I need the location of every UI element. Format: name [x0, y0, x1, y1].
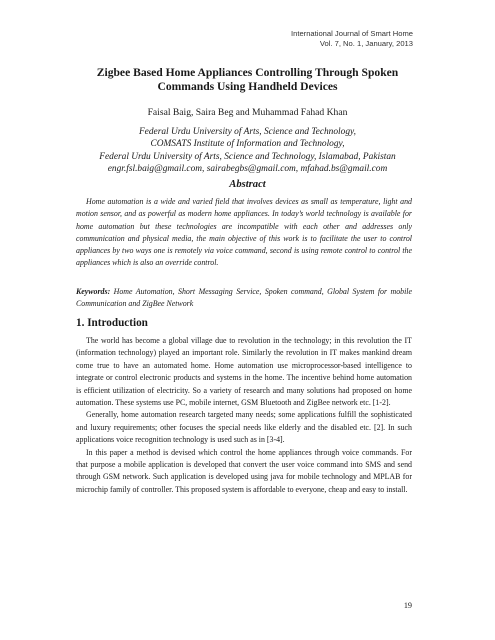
- affiliation-line-2: COMSATS Institute of Information and Technology,: [150, 139, 345, 150]
- page-number: 19: [403, 601, 412, 610]
- journal-header: [291, 29, 413, 49]
- affiliation-block: [40, 126, 455, 175]
- introduction-body: [76, 335, 412, 496]
- keywords-text: Home Automation, Short Messaging Service, Spoken command, Global System for mobile Communication and ZigBee Network: [76, 287, 412, 309]
- section-heading-introduction: 1. Introduction: [76, 317, 148, 329]
- journal-volume: Vol. 7, No. 1, January, 2013: [319, 39, 413, 48]
- author-emails: engr.fsl.baig@gmail.com, sairabegbs@gmail.com, mfahad.bs@gmail.com: [107, 163, 388, 174]
- abstract-text: Home automation is a wide and varied field that involves devices as small as temperature, light and motion sensor, and as powerful as modern home appliances. In today’s world technology is available for home automation but these technologies are incompatible with each other and addresses only communication and physical media, the main objective of this work is to facilitate the user to control appliances by two ways one is remotely via voice command, second is using remote control to control the appliances which is also an override control.: [76, 197, 412, 268]
- intro-paragraph-1: The world has become a global village due to revolution in the technology; in this revolution the IT (information technology) played an important role. Similarly the revolution in IT makes mankind dream come true to have an automated home. Home automation use microprocessor-based intelligence to integrate or control electronic products and systems in the home. The incentive behind home automation is efficient utilization of electricity. So a variety of research and many solutions had proposed on home automation. These systems use PC, mobile internet, GSM Bluetooth and ZigBee network etc. [1-2].: [76, 336, 412, 408]
- keywords-block: [76, 286, 412, 311]
- author-list: Faisal Baig, Saira Beg and Muhammad Fahad Khan: [147, 107, 348, 118]
- intro-paragraph-3: In this paper a method is devised which control the home appliances through voice commands. For that purpose a mobile application is developed that convert the user voice command into SMS and send through GSM network. Such application is developed using java for mobile technology and MPLAB for microchip family of controller. This proposed system is affordable to everyone, cheap and easy to install.: [76, 447, 412, 494]
- affiliation-line-1: Federal Urdu University of Arts, Science and Technology,: [138, 127, 357, 137]
- journal-name: International Journal of Smart Home: [291, 29, 413, 38]
- affiliation-line-3: Federal Urdu University of Arts, Science and Technology, Islamabad, Pakistan: [99, 151, 396, 162]
- paper-title: Zigbee Based Home Appliances Controlling Through Spoken Commands Using Handheld Devices: [96, 66, 399, 93]
- abstract-heading: Abstract: [229, 179, 266, 190]
- keywords-label: Keywords:: [76, 287, 111, 296]
- intro-paragraph-2: Generally, home automation research targeted many needs; some applications fulfill the sophisticated and luxury requirements; other focuses the special needs like elderly and the disabled etc. [2]. In such applications voice recognition technology is used such as in [3-4].: [76, 410, 412, 445]
